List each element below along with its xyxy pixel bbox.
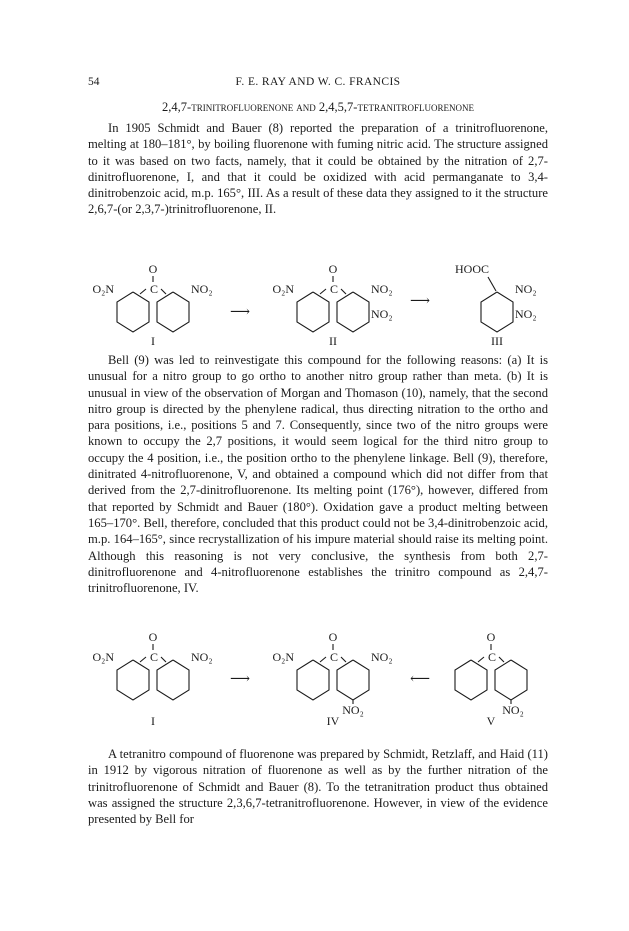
compound-numeral-i: I [151,714,155,728]
paragraph-2: Bell (9) was led to reinvestigate this compound for the following reasons: (a) It is unusual for a nitro group to go ortho to another nitro group rather than meta. (b) It is unusual in view of the observation of Morgan and Thomason (10), namely, that the second nitro group is directed by the phenylene radical, thus directing nitration to the ortho and para positions, i.e., positions 5 and 7. Consequently, since two of the nitro groups were known to occupy the 2,7 positions, it would seem logical for the third nitro group to occupy the 4 position, i.e., the position ortho to the phenylene linkage. Bell (9), therefore, dinitrated 4-nitrofluorenone, V, and obtained a compound which did not differ from that derived from the 2,7-dinitrofluorenone. Its melting point (176°), however, differed from that reported by Schmidt and Bauer (180°). Oxidation gave a product melting between 165–170°. Bell, therefore, concluded that this product could not be 3,4-dinitrobenzoic acid, m.p. 164–165°, since recrystallization of his impure material should raise its melting point. Although this reasoning is not very conclusive, the synthesis from both 2,7-dinitrofluorenone and 4-nitrofluorenone establishes the trinitro compound as 2,4,7-trinitrofluorenone, IV. [88,353,548,596]
nitro-label-right: NO₂ [371,650,393,664]
compound-numeral-v: V [486,714,496,728]
nitro-label-bottom: NO₂ [342,703,364,717]
nitro-label-bottom: NO₂ [502,703,524,717]
nitro-label-left: O₂N [272,282,294,296]
running-header [88,76,548,92]
compound-numeral-iv: IV [326,714,340,728]
nitro-label-left: O₂N [92,282,114,296]
nitro-label-left: O₂N [272,650,294,664]
paragraph-3: A tetranitro compound of fluorenone was prepared by Schmidt, Retzlaff, and Haid (11) in 1912 by vigorous nitration of fluorenone as well as by the further nitration of the trinitrofluorenone of Schmidt and Bauer (8). To the tetranitration product thus obtained was assigned the structure 2,3,6,7-tetranitrofluorenone. However, in view of the evidence presented by Bell for [88,747,548,827]
structure-v [455,630,527,728]
reaction-arrow-2: ⟶ [409,294,431,309]
carbonyl-oxygen-label: O [486,630,496,644]
reaction-arrow-2: ⟵ [409,672,431,687]
structure-iv [272,630,392,728]
nitro-label-right: NO₂ [191,282,213,296]
reaction-arrow-1: ⟶ [229,305,251,320]
structure-i [92,630,212,728]
nitro-label-right-bottom: NO₂ [515,307,537,321]
compound-numeral-ii: II [329,334,337,348]
nitro-label-right-bottom: NO₂ [371,307,393,321]
page-number: 54 [88,76,100,88]
carbonyl-oxygen-label: O [328,262,338,276]
nitro-label-right-top: NO₂ [515,282,537,296]
carbonyl-carbon-label: C [329,282,339,296]
carbonyl-carbon-label: C [149,650,159,664]
reaction-scheme-1 [0,252,629,348]
reaction-arrow-1: ⟶ [229,672,251,687]
reaction-scheme-2 [0,622,629,734]
structure-i [92,262,212,348]
compound-numeral-i: I [151,334,155,348]
compound-numeral-iii: III [491,334,503,348]
carbonyl-oxygen-label: O [328,630,338,644]
carbonyl-oxygen-label: O [148,630,158,644]
structure-iii [455,262,537,348]
carbonyl-carbon-label: C [329,650,339,664]
carbonyl-carbon-label: C [487,650,497,664]
nitro-label-right: NO₂ [191,650,213,664]
carboxyl-label: HOOC [455,262,490,276]
nitro-label-right-top: NO₂ [371,282,393,296]
carbonyl-oxygen-label: O [148,262,158,276]
nitro-label-left: O₂N [92,650,114,664]
carbonyl-carbon-label: C [149,282,159,296]
structure-ii [272,262,392,348]
section-title: 2,4,7-trinitrofluorenone and 2,4,5,7-tetranitrofluorenone [162,100,474,114]
running-head: F. E. RAY AND W. C. FRANCIS [235,76,401,88]
paragraph-1: In 1905 Schmidt and Bauer (8) reported the preparation of a trinitrofluorenone, melting at 180–181°, by boiling fluorenone with fuming nitric acid. The structure assigned to it was based on two facts, namely, that it could be obtained by the nitration of 2,7-dinitrofluorenone, I, and that it could be oxidized with acid permanganate to 3,4-dinitrobenzoic acid, m.p. 165°, III. As a result of these data they assigned to it the structure 2,6,7-(or 2,3,7-)trinitrofluorenone, II. [88,121,548,217]
